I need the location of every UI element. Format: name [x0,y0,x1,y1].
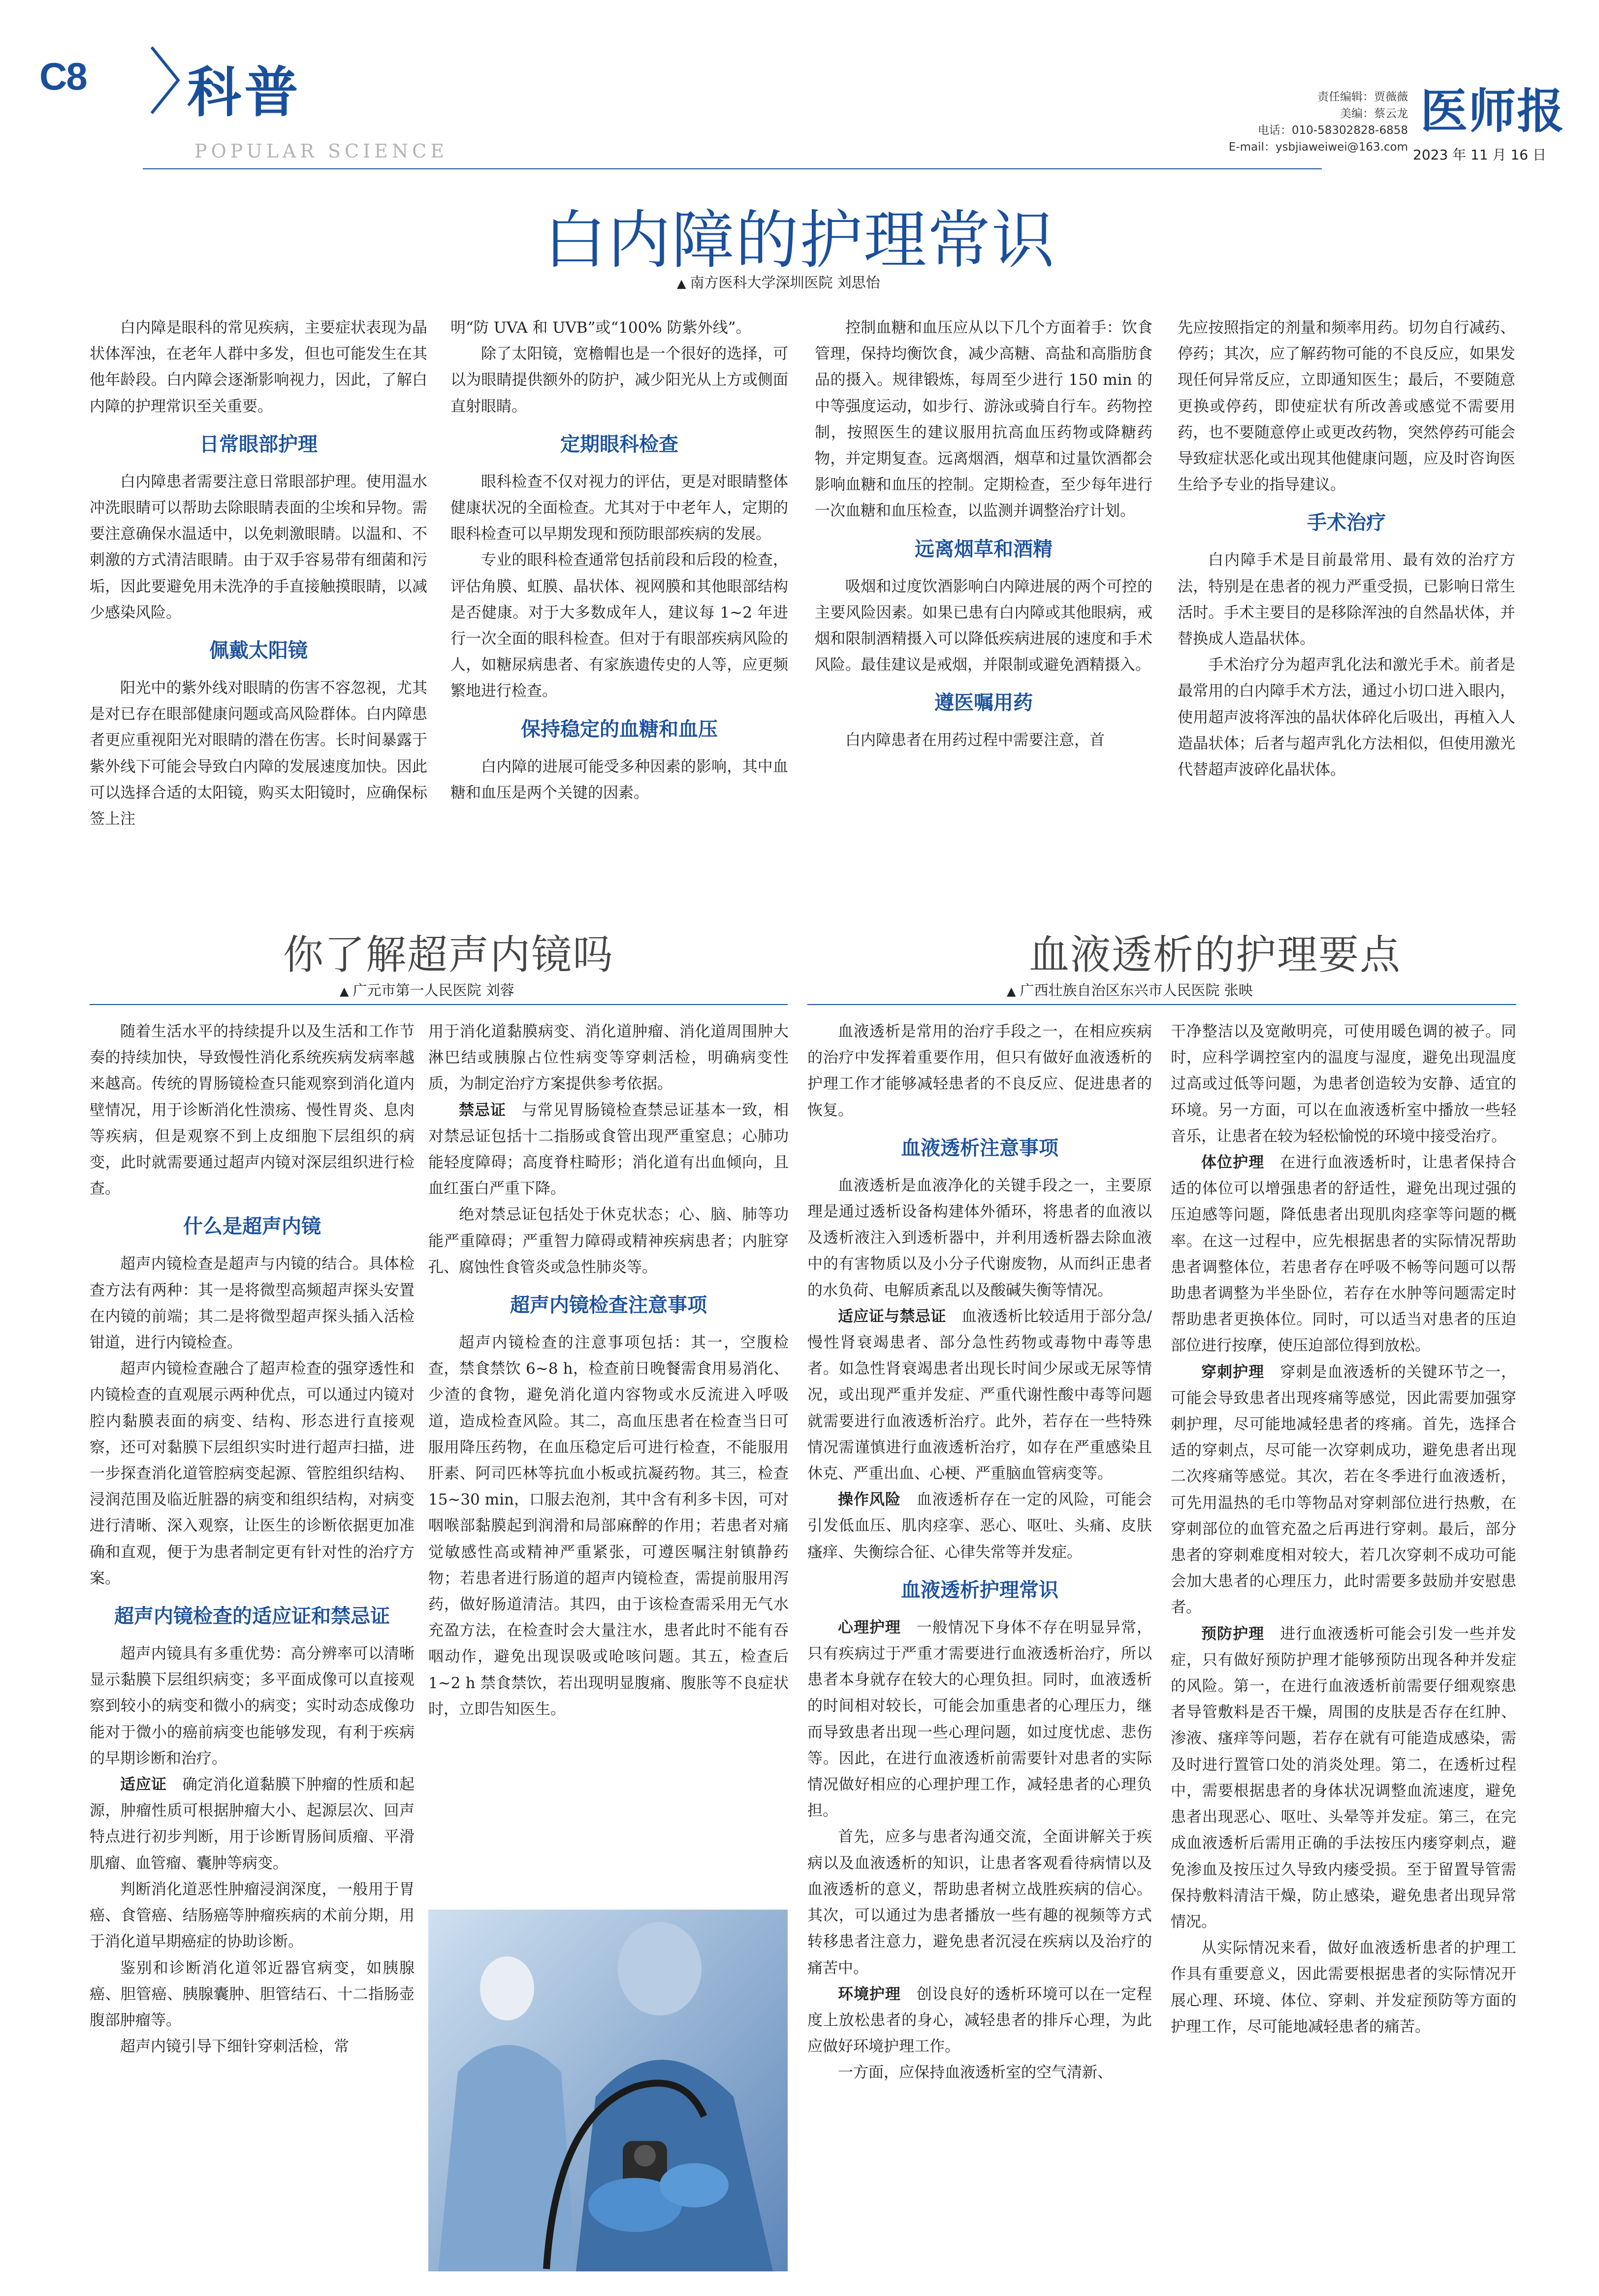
article1-byline [677,272,880,292]
paragraph [90,1356,415,1592]
paragraph [90,1251,415,1356]
paragraph-text: 控制血糖和血压应从以下几个方面着手：饮食管理，保持均衡饮食，减少高糖、高盐和高脂肪食品的摄入。规律锻炼，每周至少进行 150 min 的中等强度运动，如步行、游泳或骑自行车。药物控制，按照医生的建议服用抗高血压药物或降糖药物，并定期复查。远离烟酒，烟草和过量饮酒都会影响血糖和血压的控制。定期检查，至少每年进行一次血糖和血压检查，以监测并调整治疗计划。 [815,319,1152,520]
section-heading: 超声内镜检查注意事项 [510,1294,707,1317]
paragraph-text: 首先，应多与患者沟通交流，全面讲解关于疾病以及血液透析的知识，让患者客观看待病情以及血液透析的意义，帮助患者树立战胜疾病的信心。其次，可以通过为患者播放一些有趣的视频等方式转移患者注意力，避免患者沉浸在疾病以及治疗的痛苦中。 [807,1828,1152,1977]
paragraph [1171,1935,1516,2040]
section-heading: 佩戴太阳镜 [209,639,308,662]
paragraph [1171,1019,1516,1150]
credit-phone: 电话：010-58302828-6858 [1257,124,1408,137]
paragraph-text: 一般情况下身体不存在明显异常，只有疾病过于严重才需要进行血液透析治疗，所以患者本身就存在较大的心理负担。同时，血液透析的时间相对较长，可能会加重患者的心理压力，继而导致患者出现一些心理问题，如过度忧虑、悲伤等。因此，在进行血液透析前需要针对患者的实际情况做好相应的心理护理工作，减轻患者的心理负担。 [807,1618,1152,1820]
endoscopy-photo [428,1910,788,2271]
section-heading: 保持稳定的血糖和血压 [521,718,718,741]
page-number: C8 [39,55,87,98]
paragraph [1171,1621,1516,1935]
paragraph-text: 白内障患者需要注意日常眼部护理。使用温水冲洗眼睛可以帮助去除眼睛表面的尘埃和异物。需要注意确保水温适中，以免刺激眼睛。以温和、不刺激的方式清洁眼睛。由于双手容易带有细菌和污垢，因此要避免用未洗净的手直接触摸眼睛，以减少感染风险。 [90,472,427,622]
paragraph [450,341,788,420]
paragraph [90,315,427,420]
paragraph-text: 白内障是眼科的常见疾病，主要症状表现为晶状体浑浊，在老年人群中多发，但也可能发生在其他年龄段。白内障会逐渐影响视力，因此，了解白内障的护理常识至关重要。 [90,319,427,415]
paragraph [815,315,1152,525]
article2-author: 广元市第一人民医院 刘蓉 [352,982,514,999]
lead-term: 禁忌证 [459,1101,506,1119]
article3-column-2 [1171,1019,1516,2040]
paragraph [807,1019,1152,1124]
article1-column-2 [450,315,788,806]
section-subtitle: POPULAR SCIENCE [194,140,448,162]
paragraph [807,1981,1152,2060]
paragraph-text: 超声内镜检查的注意事项包括：其一，空腹检查，禁食禁饮 6~8 h，检查前日晚餐需食用易消化、少渣的食物，避免消化道内容物或水反流进入呼吸道，造成检查风险。其二，高血压患者在检查当日可服用降压药物，在血压稳定后可进行检查，不能服用肝素、阿司匹林等抗血小板或抗凝药物。其三，检查 15~30 min，口服去泡剂，其中含有利多卡因，可对咽喉部黏膜起到润滑和局部麻醉的作用；若患者对痛觉敏感性高或精神严重紧张，可遵医嘱注射镇静药物；若患者进行肠道的超声内镜检查，需提前服用泻药，做好肠道清洁。其四，由于该检查需采用无气水充盈方法，在检查时会大量注水，患者此时不能有吞咽动作，避免出现误吸或呛咳问题。其五，检查后 1~2 h 禁食禁饮，若出现明显腹痛、腹胀等不良症状时，立即告知医生。 [428,1334,789,1718]
section-heading: 遵医嘱用药 [934,692,1033,715]
paragraph [90,675,427,832]
paragraph-text: 阳光中的紫外线对眼睛的伤害不容忽视，尤其是对已存在眼部健康问题或高风险群体。白内障患者更应重视阳光对眼睛的潜在伤害。长时间暴露于紫外线下可能会导致白内障的发展速度加快。因此可以选择合适的太阳镜，购买太阳镜时，应确保标签上注 [90,679,427,828]
paragraph [450,469,788,548]
chevron-icon [148,43,182,117]
article2-column-1 [90,1019,415,2060]
article3-title: 血液透析的护理要点 [1029,932,1402,978]
paragraph [807,2060,1152,2086]
paragraph [1178,315,1515,498]
paragraph [807,1824,1152,1981]
section-title: 科普 [187,61,301,124]
lead-term: 心理护理 [838,1618,901,1636]
paragraph [1171,1359,1516,1621]
paragraph-text: 一方面，应保持血液透析室的空气清新、 [838,2064,1113,2082]
paragraph-text: 干净整洁以及宽敞明亮，可使用暖色调的被子。同时，应科学调控室内的温度与湿度，避免出现温度过高或过低等问题，为患者创造较为安静、适宜的环境。另一方面，可以在血液透析室中播放一些轻音乐，让患者在较为轻松愉悦的环境中接受治疗。 [1171,1023,1516,1145]
newspaper-masthead: 医师报 [1420,84,1565,139]
triangle-icon: ▲ [677,277,686,290]
paragraph-text: 白内障患者在用药过程中需要注意，首 [845,731,1105,750]
paragraph-text: 吸烟和过度饮酒影响白内障进展的两个可控的主要风险因素。如果已患有白内障或其他眼病，戒烟和限制酒精摄入可以降低疾病进展的速度和手术风险。最佳建议是戒烟，并限制或避免酒精摄入。 [815,577,1152,674]
article2-rule [90,1004,788,1005]
paragraph [90,2034,415,2060]
lead-term: 预防护理 [1201,1625,1265,1643]
paragraph [1171,1150,1516,1359]
section-heading: 手术治疗 [1307,511,1386,535]
paragraph [1178,547,1515,652]
paragraph [428,1019,789,1098]
paragraph-text: 手术治疗分为超声乳化法和激光手术。前者是最常用的白内障手术方法，通过小切口进入眼内，使用超声波将浑浊的晶状体碎化后吸出，再植入人造晶状体；后者与超声乳化方法相似，但使用激光代替超声波碎化晶状体。 [1178,656,1515,779]
paragraph-text: 先应按照指定的剂量和频率用药。切勿自行减药、停药；其次，应了解药物可能的不良反应，如果发现任何异常反应，立即通知医生；最后，不要随意更换或停药，即使症状有所改善或感觉不需要用药，也不要随意停止或更改药物，突然停药可能会导致症状恶化或出现其他健康问题，应及时咨询医生给予专业的指导建议。 [1178,319,1515,494]
article1-column-4 [1178,315,1515,783]
lead-term: 体位护理 [1201,1154,1265,1172]
paragraph [450,315,788,341]
credit-editor: 责任编辑：贾薇薇 [1317,91,1408,103]
section-heading: 远离烟草和酒精 [915,537,1053,561]
section-heading: 超声内镜检查的适应证和禁忌证 [114,1605,390,1628]
paragraph-text: 确定消化道黏膜下肿瘤的性质和起源，肿瘤性质可根据肿瘤大小、起源层次、回声特点进行初步判断，用于诊断胃肠间质瘤、平滑肌瘤、血管瘤、囊肿等病变。 [90,1776,415,1872]
paragraph [807,1615,1152,1824]
paragraph-text: 超声内镜引导下细针穿刺活检，常 [120,2038,349,2056]
paragraph [807,1487,1152,1566]
paragraph-text: 超声内镜具有多重优势：高分辨率可以清晰显示黏膜下层组织病变；多平面成像可以直接观察到较小的病变和微小的病变；实时动态成像功能对于微小的癌前病变也能够发现，有利于疾病的早期诊断和治疗。 [90,1645,415,1767]
article3-column-1 [807,1019,1152,2086]
article1-column-1 [90,315,427,832]
paragraph-text: 穿刺是血液透析的关键环节之一，可能会导致患者出现疼痛等感觉，因此需要加强穿刺护理，尽可能地减轻患者的疼痛。首先，选择合适的穿刺点，尽可能一次穿刺成功，避免患者出现二次疼痛等感觉。其次，若在冬季进行血液透析，可先用温热的毛巾等物品对穿刺部位进行热敷，在穿刺部位的血管充盈之后再进行穿刺。最后，部分患者的穿刺难度相对较大，若几次穿刺不成功可能会加大患者的心理压力，此时需要多鼓励并安慰患者。 [1171,1363,1517,1617]
article1-author: 南方医科大学深圳医院 刘思怡 [690,274,880,291]
paragraph-text: 超声内镜检查是超声与内镜的结合。具体检查方法有两种：其一是将微型高频超声探头安置在内镜的前端；其二是将微型超声探头插入活检钳道，进行内镜检查。 [90,1255,415,1352]
paragraph [807,1173,1152,1304]
paragraph [450,547,788,704]
paragraph [90,469,427,626]
article2-column-2 [428,1019,789,1723]
section-heading: 日常眼部护理 [199,433,318,456]
paragraph [428,1202,789,1281]
paragraph-text: 在进行血液透析时，让患者保持合适的体位可以增强患者的舒适性，避免出现过强的压迫感等问题，降低患者出现肌肉痉挛等问题的概率。在这一过程中，应先根据患者的实际情况帮助患者调整体位，若患者存在呼吸不畅等问题可以帮助患者调整为半坐卧位，若存在水肿等问题需定时帮助患者更换体位。同时，可以适当对患者的压迫部位进行按摩，使压迫部位得到放松。 [1171,1154,1517,1355]
paragraph [815,727,1152,754]
paragraph [450,754,788,806]
paragraph-text: 白内障的进展可能受多种因素的影响，其中血糖和血压是两个关键的因素。 [450,757,788,802]
lead-term: 环境护理 [838,1985,901,2003]
article2-byline [340,979,514,1000]
article1-title: 白内障的护理常识 [543,204,1055,277]
section-heading: 定期眼科检查 [560,433,678,456]
paragraph-text: 明“防 UVA 和 UVB”或“100% 防紫外线”。 [450,319,751,337]
article3-rule [807,1004,1516,1005]
paragraph [815,574,1152,679]
paragraph-text: 超声内镜检查融合了超声检查的强穿透性和内镜检查的直观展示两种优点，可以通过内镜对腔内黏膜表面的病变、结构、形态进行直接观察，还可对黏膜下层组织实时进行超声扫描，进一步探查消化道管腔病变起源、管腔组织结构、浸润范围及临近脏器的病变和组织结构，对病变进行清晰、深入观察，让医生的诊断依据更加准确和直观，便于为患者制定更有针对性的治疗方案。 [90,1360,415,1587]
paragraph-text: 血液透析是常用的治疗手段之一，在相应疾病的治疗中发挥着重要作用，但只有做好血液透析的护理工作才能够减轻患者的不良反应、促进患者的恢复。 [807,1023,1152,1119]
paragraph [90,1641,415,1772]
header-rule [143,168,1322,169]
paragraph-text: 血液透析比较适用于部分急/慢性肾衰竭患者、部分急性药物或毒物中毒等患者。如急性肾衰竭患者出现长时间少尿或无尿等情况，或出现严重并发症、严重代谢性酸中毒等问题就需要进行血液透析治疗。此外，若存在一些特殊情况需谨慎进行血液透析治疗，如存在严重感染且休克、严重出血、心梗、严重脑血管病变等。 [807,1307,1152,1483]
paragraph-text: 白内障手术是目前最常用、最有效的治疗方法，特别是在患者的视力严重受损，已影响日常生活时。手术主要目的是移除浑浊的自然晶状体，并替换成人造晶状体。 [1178,551,1515,648]
editor-credits [1182,89,1408,156]
paragraph [1178,652,1515,783]
paragraph [807,1304,1152,1487]
lead-term: 穿刺护理 [1201,1363,1265,1381]
lead-term: 适应证与禁忌证 [838,1307,946,1325]
credit-designer: 美编：蔡云龙 [1340,107,1408,120]
paragraph-text: 与常见胃肠镜检查禁忌证基本一致，相对禁忌证包括十二指肠或食管出现严重窒息；心肺功能轻度障碍；高度脊柱畸形；消化道有出血倾向，且血红蛋白严重下降。 [428,1101,789,1198]
paragraph-text: 眼科检查不仅对视力的评估，更是对眼睛整体健康状况的全面检查。尤其对于中老年人，定期的眼科检查可以早期发现和预防眼部疾病的发展。 [450,472,788,543]
article2-title: 你了解超声内镜吗 [283,932,614,978]
paragraph [428,1098,789,1202]
section-heading: 血液透析护理常识 [901,1578,1058,1602]
paragraph [90,1019,415,1202]
credit-email: E-mail：ysbjiaweiwei@163.com [1228,141,1408,154]
paragraph [428,1330,789,1723]
paragraph-text: 除了太阳镜，宽檐帽也是一个很好的选择，可以为眼睛提供额外的防护，减少阳光从上方或侧面直射眼睛。 [450,345,788,415]
article3-byline [1007,979,1253,1000]
lead-term: 操作风险 [838,1491,901,1509]
paragraph-text: 绝对禁忌证包括处于休克状态；心、脑、肺等功能严重障碍；严重智力障碍或精神疾病患者；内脏穿孔、腐蚀性食管炎或急性肺炎等。 [428,1206,789,1276]
lead-term: 适应证 [120,1776,167,1794]
paragraph [90,1955,415,2034]
section-heading: 什么是超声内镜 [183,1215,321,1238]
section-heading: 血液透析注意事项 [901,1136,1058,1160]
article3-author: 广西壮族自治区东兴市人民医院 张映 [1020,982,1253,999]
paragraph-text: 从实际情况来看，做好血液透析患者的护理工作具有重要意义，因此需要根据患者的实际情况开展心理、环境、体位、穿刺、并发症预防等方面的护理工作，尽可能地减轻患者的痛苦。 [1171,1939,1516,2036]
paragraph [90,1877,415,1955]
publication-date: 2023 年 11 月 16 日 [1413,147,1547,163]
paragraph-text: 专业的眼科检查通常包括前段和后段的检查，评估角膜、虹膜、晶状体、视网膜和其他眼部结构是否健康。对于大多数成年人，建议每 1~2 年进行一次全面的眼科检查。但对于有眼部疾病风险的人，如糖尿病患者、有家族遗传史的人等，应更频繁地进行检查。 [450,551,788,700]
paragraph-text: 创设良好的透析环境可以在一定程度上放松患者的身心，减轻患者的排斥心理，为此应做好环境护理工作。 [807,1985,1152,2056]
paragraph-text: 鉴别和诊断消化道邻近器官病变，如胰腺癌、胆管癌、胰腺囊肿、胆管结石、十二指肠壶腹部肿瘤等。 [90,1959,415,2029]
triangle-icon: ▲ [340,984,349,998]
paragraph-text: 血液透析存在一定的风险，可能会引发低血压、肌肉痉挛、恶心、呕吐、头痛、皮肤瘙痒、失衡综合征、心律失常等并发症。 [807,1491,1152,1561]
paragraph-text: 进行血液透析可能会引发一些并发症，只有做好预防护理才能够预防出现各种并发症的风险。第一，在进行血液透析前需要仔细观察患者导管敷料是否干燥，周围的皮肤是否存在红肿、渗液、瘙痒等问题，若存在就有可能造成感染，需及时进行置管口处的消炎处理。第二，在透析过程中，需要根据患者的身体状况调整血流速度，避免患者出现恶心、呕吐、头晕等并发症。第三，在完成血液透析后需用正确的手法按压内瘘穿刺点，避免渗血及按压过久导致内瘘受损。至于留置导管需保持敷料清洁干燥，防止感染，避免患者出现异常情况。 [1171,1625,1517,1931]
triangle-icon: ▲ [1007,984,1016,998]
article1-column-3 [815,315,1152,754]
paragraph-text: 判断消化道恶性肿瘤浸润深度，一般用于胃癌、食管癌、结肠癌等肿瘤疾病的术前分期，用于消化道早期癌症的协助诊断。 [90,1880,415,1951]
paragraph [90,1772,415,1877]
paragraph-text: 血液透析是血液净化的关键手段之一，主要原理是通过透析设备构建体外循环，将患者的血液以及透析液注入到透析器中，并利用透析器去除血液中的有害物质以及小分子代谢废物，从而纠正患者的水负荷、电解质紊乱以及酸碱失衡等情况。 [807,1176,1152,1299]
paragraph-text: 随着生活水平的持续提升以及生活和工作节奏的持续加快，导致慢性消化系统疾病发病率越来越高。传统的胃肠镜检查只能观察到消化道内壁情况，用于诊断消化性溃疡、慢性胃炎、息肉等疾病，但是观察不到上皮细胞下层组织的病变，此时就需要通过超声内镜对深层组织进行检查。 [90,1023,415,1198]
paragraph-text: 用于消化道黏膜病变、消化道肿瘤、消化道周围肿大淋巴结或胰腺占位性病变等穿刺活检，明确病变性质，为制定治疗方案提供参考依据。 [428,1023,789,1093]
